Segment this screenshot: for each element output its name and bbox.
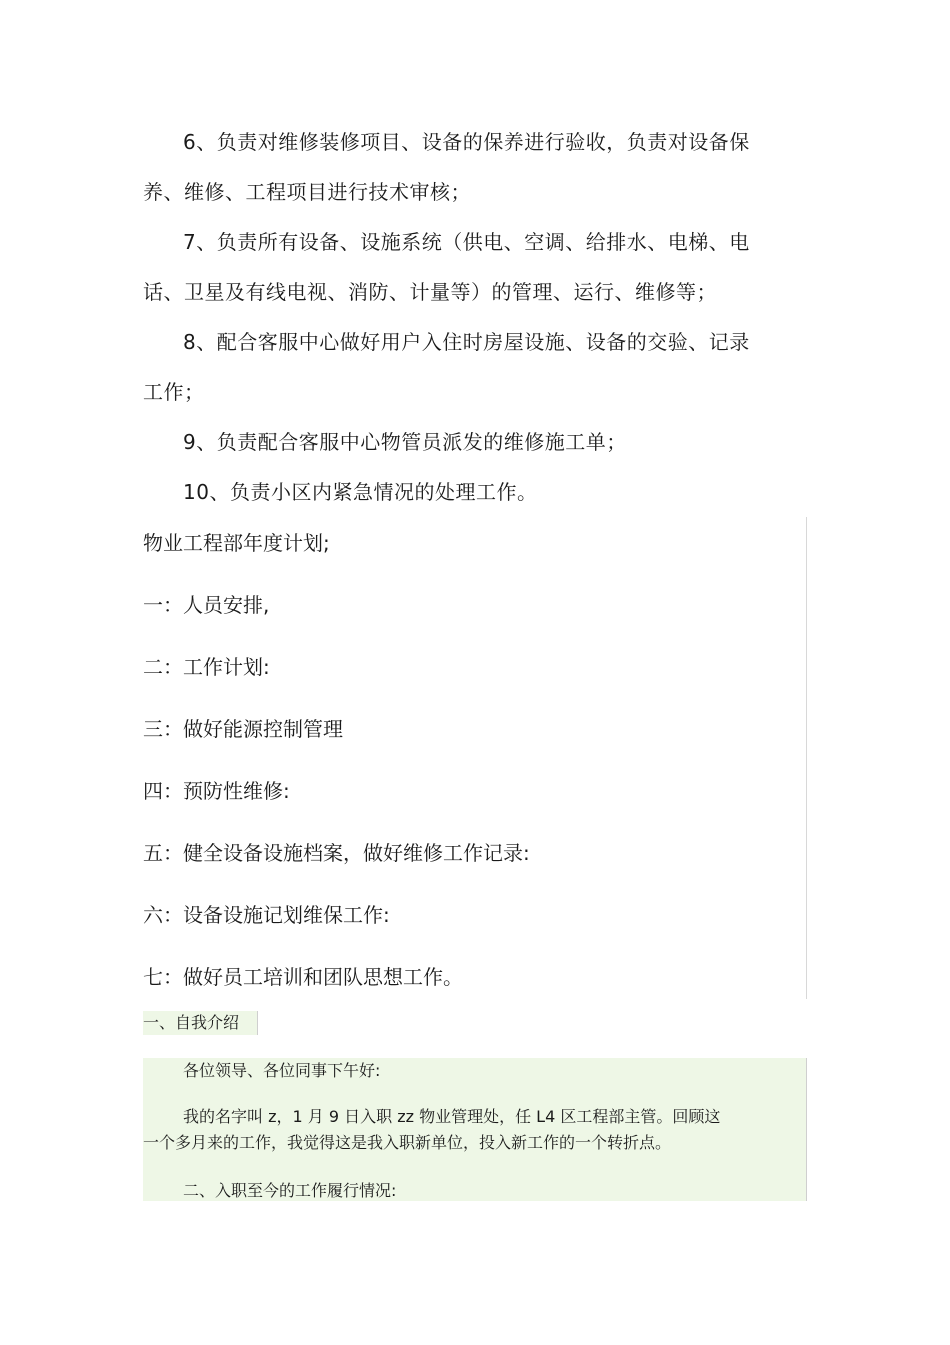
plan-item-1: 一：人员安排, bbox=[143, 593, 270, 617]
plan-item-2: 二：工作计划: bbox=[143, 655, 270, 679]
self-intro-heading: 一、自我介绍 bbox=[143, 1011, 258, 1035]
annual-plan-section bbox=[143, 517, 807, 999]
intro-body-line-1: 我的名字叫 z，1 月 9 日入职 zz 物业管理处，任 L4 区工程部主管。回顾这 bbox=[183, 1107, 721, 1126]
duty-item-8: 8、配合客服中心做好用户入住时房屋设施、设备的交验、记录工作； bbox=[143, 330, 750, 404]
intro-greeting: 各位领导、各位同事下午好: bbox=[183, 1061, 381, 1080]
duty-item-6: 6、负责对维修装修项目、设备的保养进行验收，负责对设备保养、维修、工程项目进行技术审核； bbox=[143, 130, 750, 204]
plan-title: 物业工程部年度计划; bbox=[143, 531, 330, 555]
plan-item-7: 七：做好员工培训和团队思想工作。 bbox=[143, 965, 463, 989]
duty-item-9: 9、负责配合客服中心物管员派发的维修施工单； bbox=[183, 430, 627, 454]
plan-item-6: 六：设备设施记划维保工作: bbox=[143, 903, 390, 927]
duty-item-7: 7、负责所有设备、设施系统（供电、空调、给排水、电梯、电话、卫星及有线电视、消防、计量等）的管理、运行、维修等； bbox=[143, 230, 750, 304]
intro-body-line-2: 一个多月来的工作，我觉得这是我入职新单位，投入新工作的一个转折点。 bbox=[143, 1133, 672, 1152]
plan-item-4: 四：预防性维修: bbox=[143, 779, 290, 803]
self-intro-section bbox=[143, 1058, 807, 1201]
intro-section-2-heading: 二、入职至今的工作履行情况: bbox=[183, 1181, 397, 1200]
duty-item-10: 10、负责小区内紧急情况的处理工作。 bbox=[183, 480, 538, 504]
plan-item-3: 三：做好能源控制管理 bbox=[143, 717, 343, 741]
plan-item-5: 五：健全设备设施档案，做好维修工作记录: bbox=[143, 841, 530, 865]
